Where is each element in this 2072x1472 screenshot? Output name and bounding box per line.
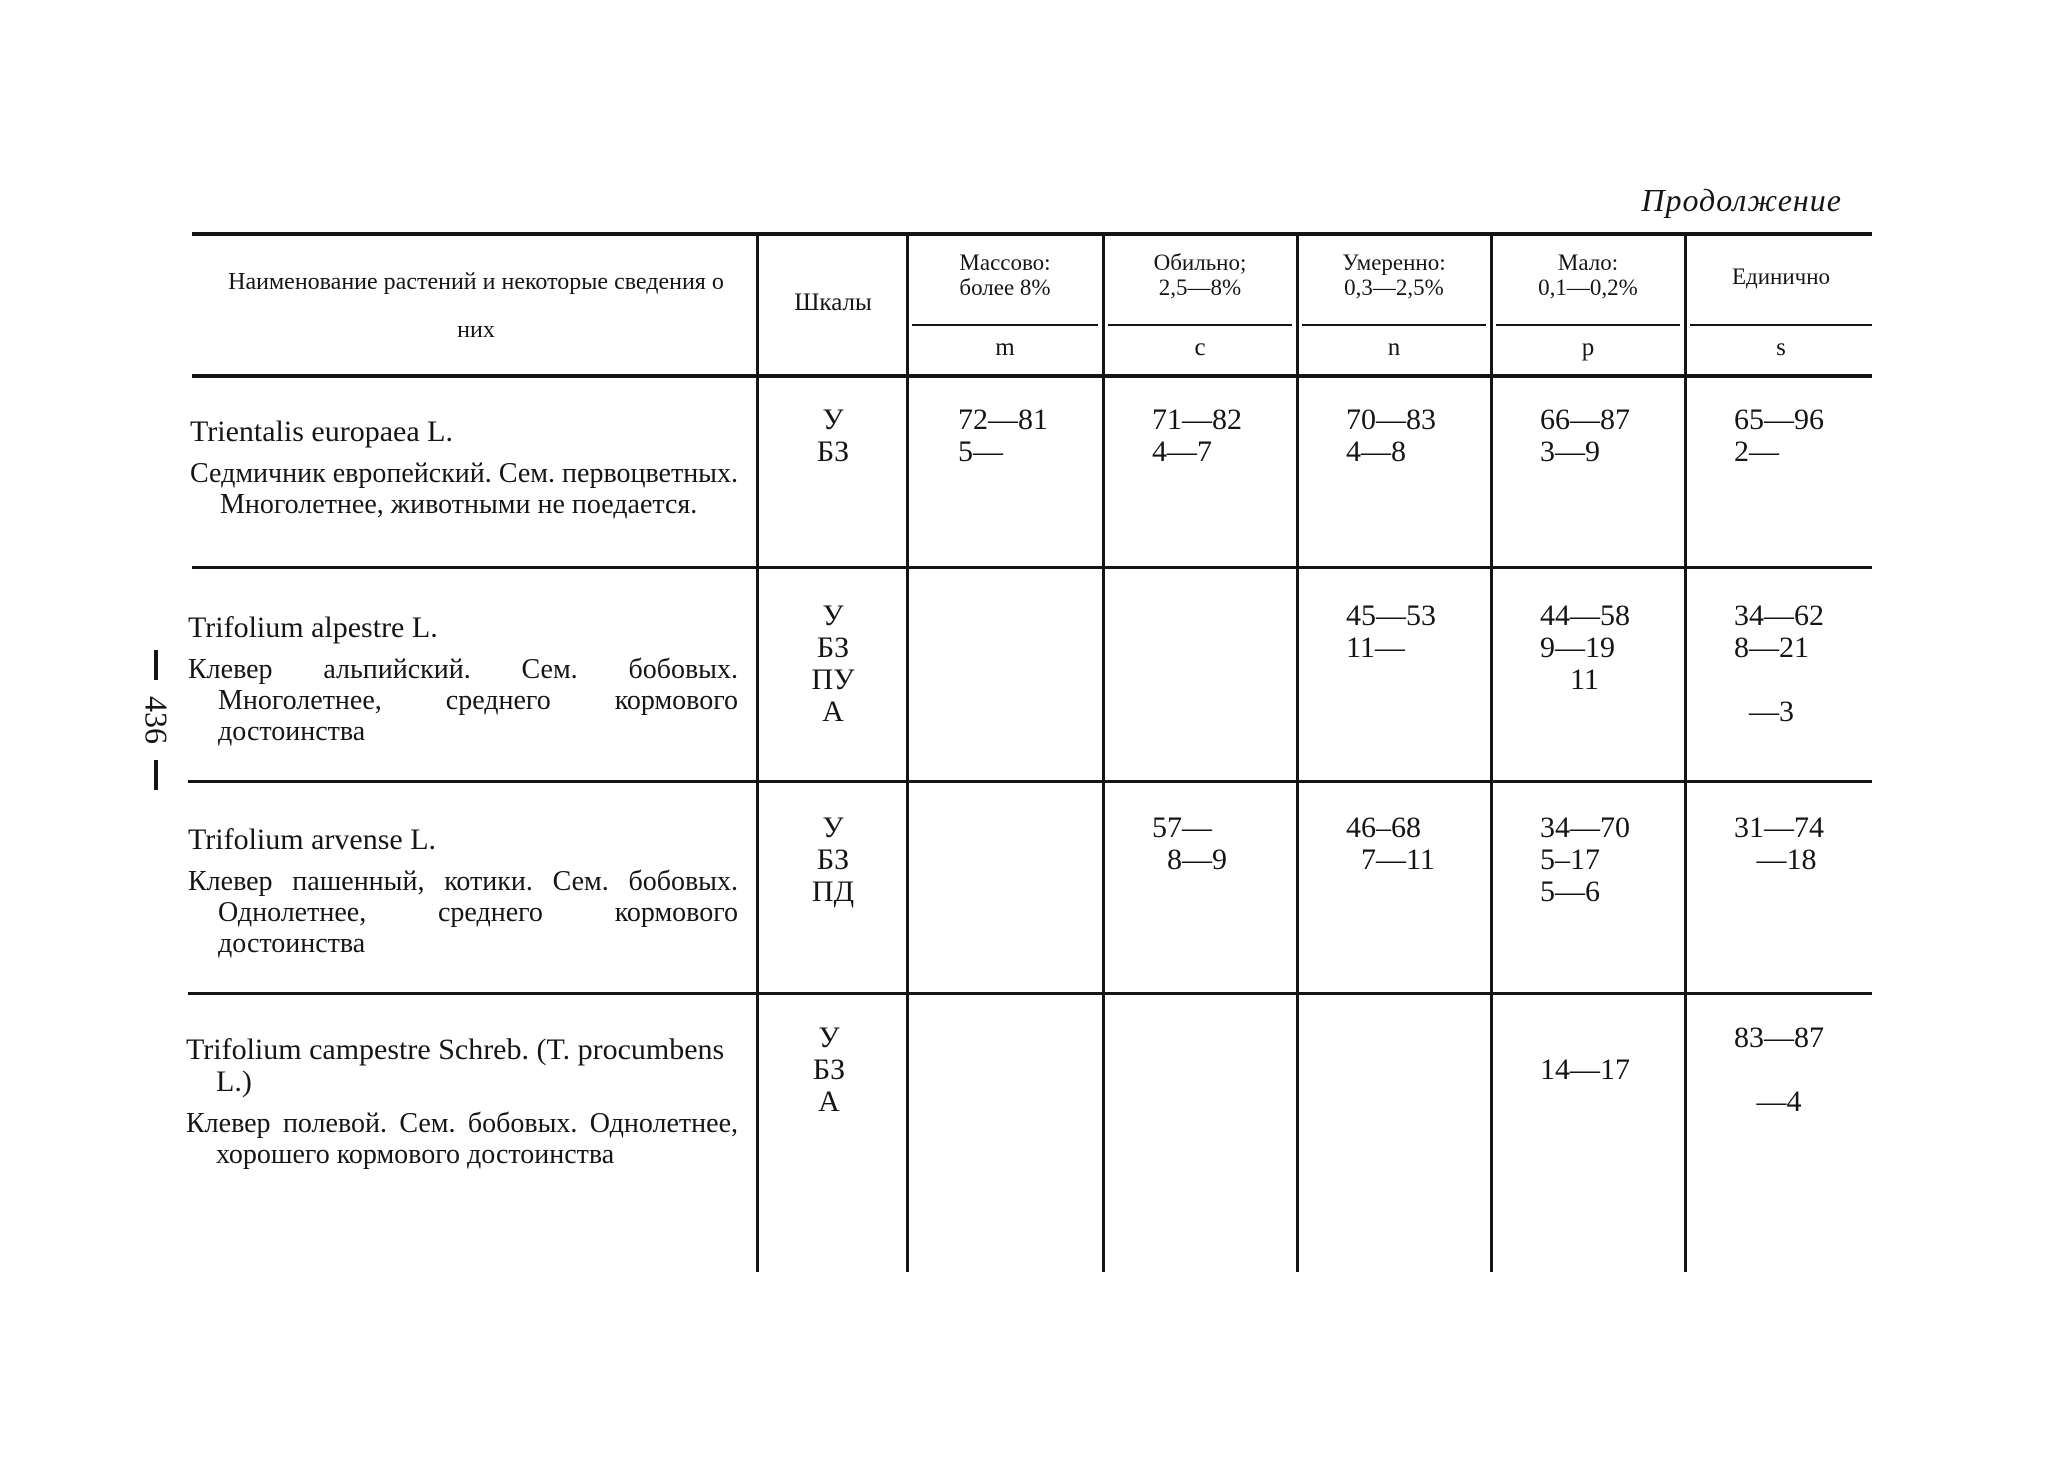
header-subrule-n	[1302, 324, 1486, 326]
header-col-c: Обильно; 2,5—8%	[1153, 250, 1247, 300]
table-cell-n: 46–68 7—11	[1346, 811, 1435, 876]
table-row-scales: У БЗ ПД	[811, 811, 855, 908]
table-row-plant	[188, 612, 738, 747]
header-subrule-m	[912, 324, 1098, 326]
plant-description: Клевер альпийский. Сем. бобовых. Многолетнее, среднего кормового достоинства	[188, 654, 738, 747]
table-cell-s: 34—62 8—21 —3	[1734, 599, 1824, 728]
table-cell-p: 14—17	[1540, 1053, 1630, 1086]
continuation-label: Продолжение	[1641, 182, 1842, 218]
plant-latin-name: Trifolium campestre Schreb. (T. procumbens L.)	[186, 1033, 725, 1098]
header-subrule-s	[1690, 324, 1872, 326]
page-number-dash-top	[154, 650, 158, 680]
table-row-plant	[186, 1034, 738, 1170]
table-cell-p: 34—70 5–17 5—6	[1540, 811, 1630, 908]
header-subrule-p	[1496, 324, 1680, 326]
table-row-plant	[188, 824, 738, 959]
table-row-scales: У БЗ А	[812, 1021, 846, 1118]
row-rule-2	[188, 780, 1872, 783]
table-cell-s: 31—74 —18	[1734, 811, 1824, 876]
plant-description: Клевер полевой. Сем. бобовых. Однолетнее, хорошего кормового достоинства	[186, 1108, 738, 1170]
header-scales: Шкалы	[794, 289, 872, 316]
header-col-s: Единично	[1731, 264, 1831, 289]
table-row-scales: У БЗ	[816, 403, 850, 468]
header-bottom-rule	[192, 374, 1872, 378]
plant-description: Седмичник европейский. Сем. первоцветных. Многолетнее, животными не поедается.	[190, 458, 738, 520]
col-divider-6	[1684, 232, 1687, 1272]
page-number-dash-bottom	[154, 760, 158, 790]
col-divider-5	[1490, 232, 1493, 1272]
plant-description: Клевер пашенный, котики. Сем. бобовых. Однолетнее, среднего кормового достоинства	[188, 866, 738, 959]
table-cell-n: 70—83 4—8	[1346, 403, 1436, 468]
row-rule-3	[188, 992, 1872, 995]
plant-latin-name: Trientalis europaea L.	[190, 415, 453, 448]
table-cell-p: 66—87 3—9	[1540, 403, 1630, 468]
header-col-n: Умеренно: 0,3—2,5%	[1342, 250, 1446, 300]
header-subrule-c	[1108, 324, 1292, 326]
col-divider-3	[1102, 232, 1105, 1272]
table-cell-s: 65—96 2—	[1734, 403, 1824, 468]
table-cell-m: 72—81 5—	[958, 403, 1048, 468]
table-cell-p: 44—58 9—19 11	[1540, 599, 1630, 696]
page-number-text: 436	[138, 696, 175, 744]
header-col-p: Мало: 0,1—0,2%	[1538, 250, 1638, 300]
plant-latin-name: Trifolium arvense L.	[188, 823, 437, 856]
row-rule-1	[192, 566, 1872, 569]
table-row-scales: У БЗ ПУ А	[811, 599, 855, 728]
header-name: Наименование растений и некоторые сведения о них	[228, 269, 724, 343]
table-cell-c: 71—82 4—7	[1152, 403, 1242, 468]
table-cell-c: 57— 8—9	[1152, 811, 1227, 876]
col-divider-2	[906, 232, 909, 1272]
header-symbol-s: s	[1776, 334, 1786, 361]
header-symbol-c: c	[1194, 334, 1206, 361]
plant-latin-name: Trifolium alpestre L.	[188, 611, 438, 644]
header-symbol-n: n	[1387, 334, 1401, 361]
header-symbol-p: p	[1581, 334, 1595, 361]
table-row-plant	[190, 416, 738, 520]
table-cell-n: 45—53 11—	[1346, 599, 1436, 664]
table-cell-s: 83—87 —4	[1734, 1021, 1824, 1118]
page-number	[128, 650, 184, 790]
header-symbol-m: m	[995, 334, 1015, 361]
col-divider-4	[1296, 232, 1299, 1272]
table-top-rule	[192, 232, 1872, 236]
header-col-m: Массово: более 8%	[959, 250, 1051, 300]
